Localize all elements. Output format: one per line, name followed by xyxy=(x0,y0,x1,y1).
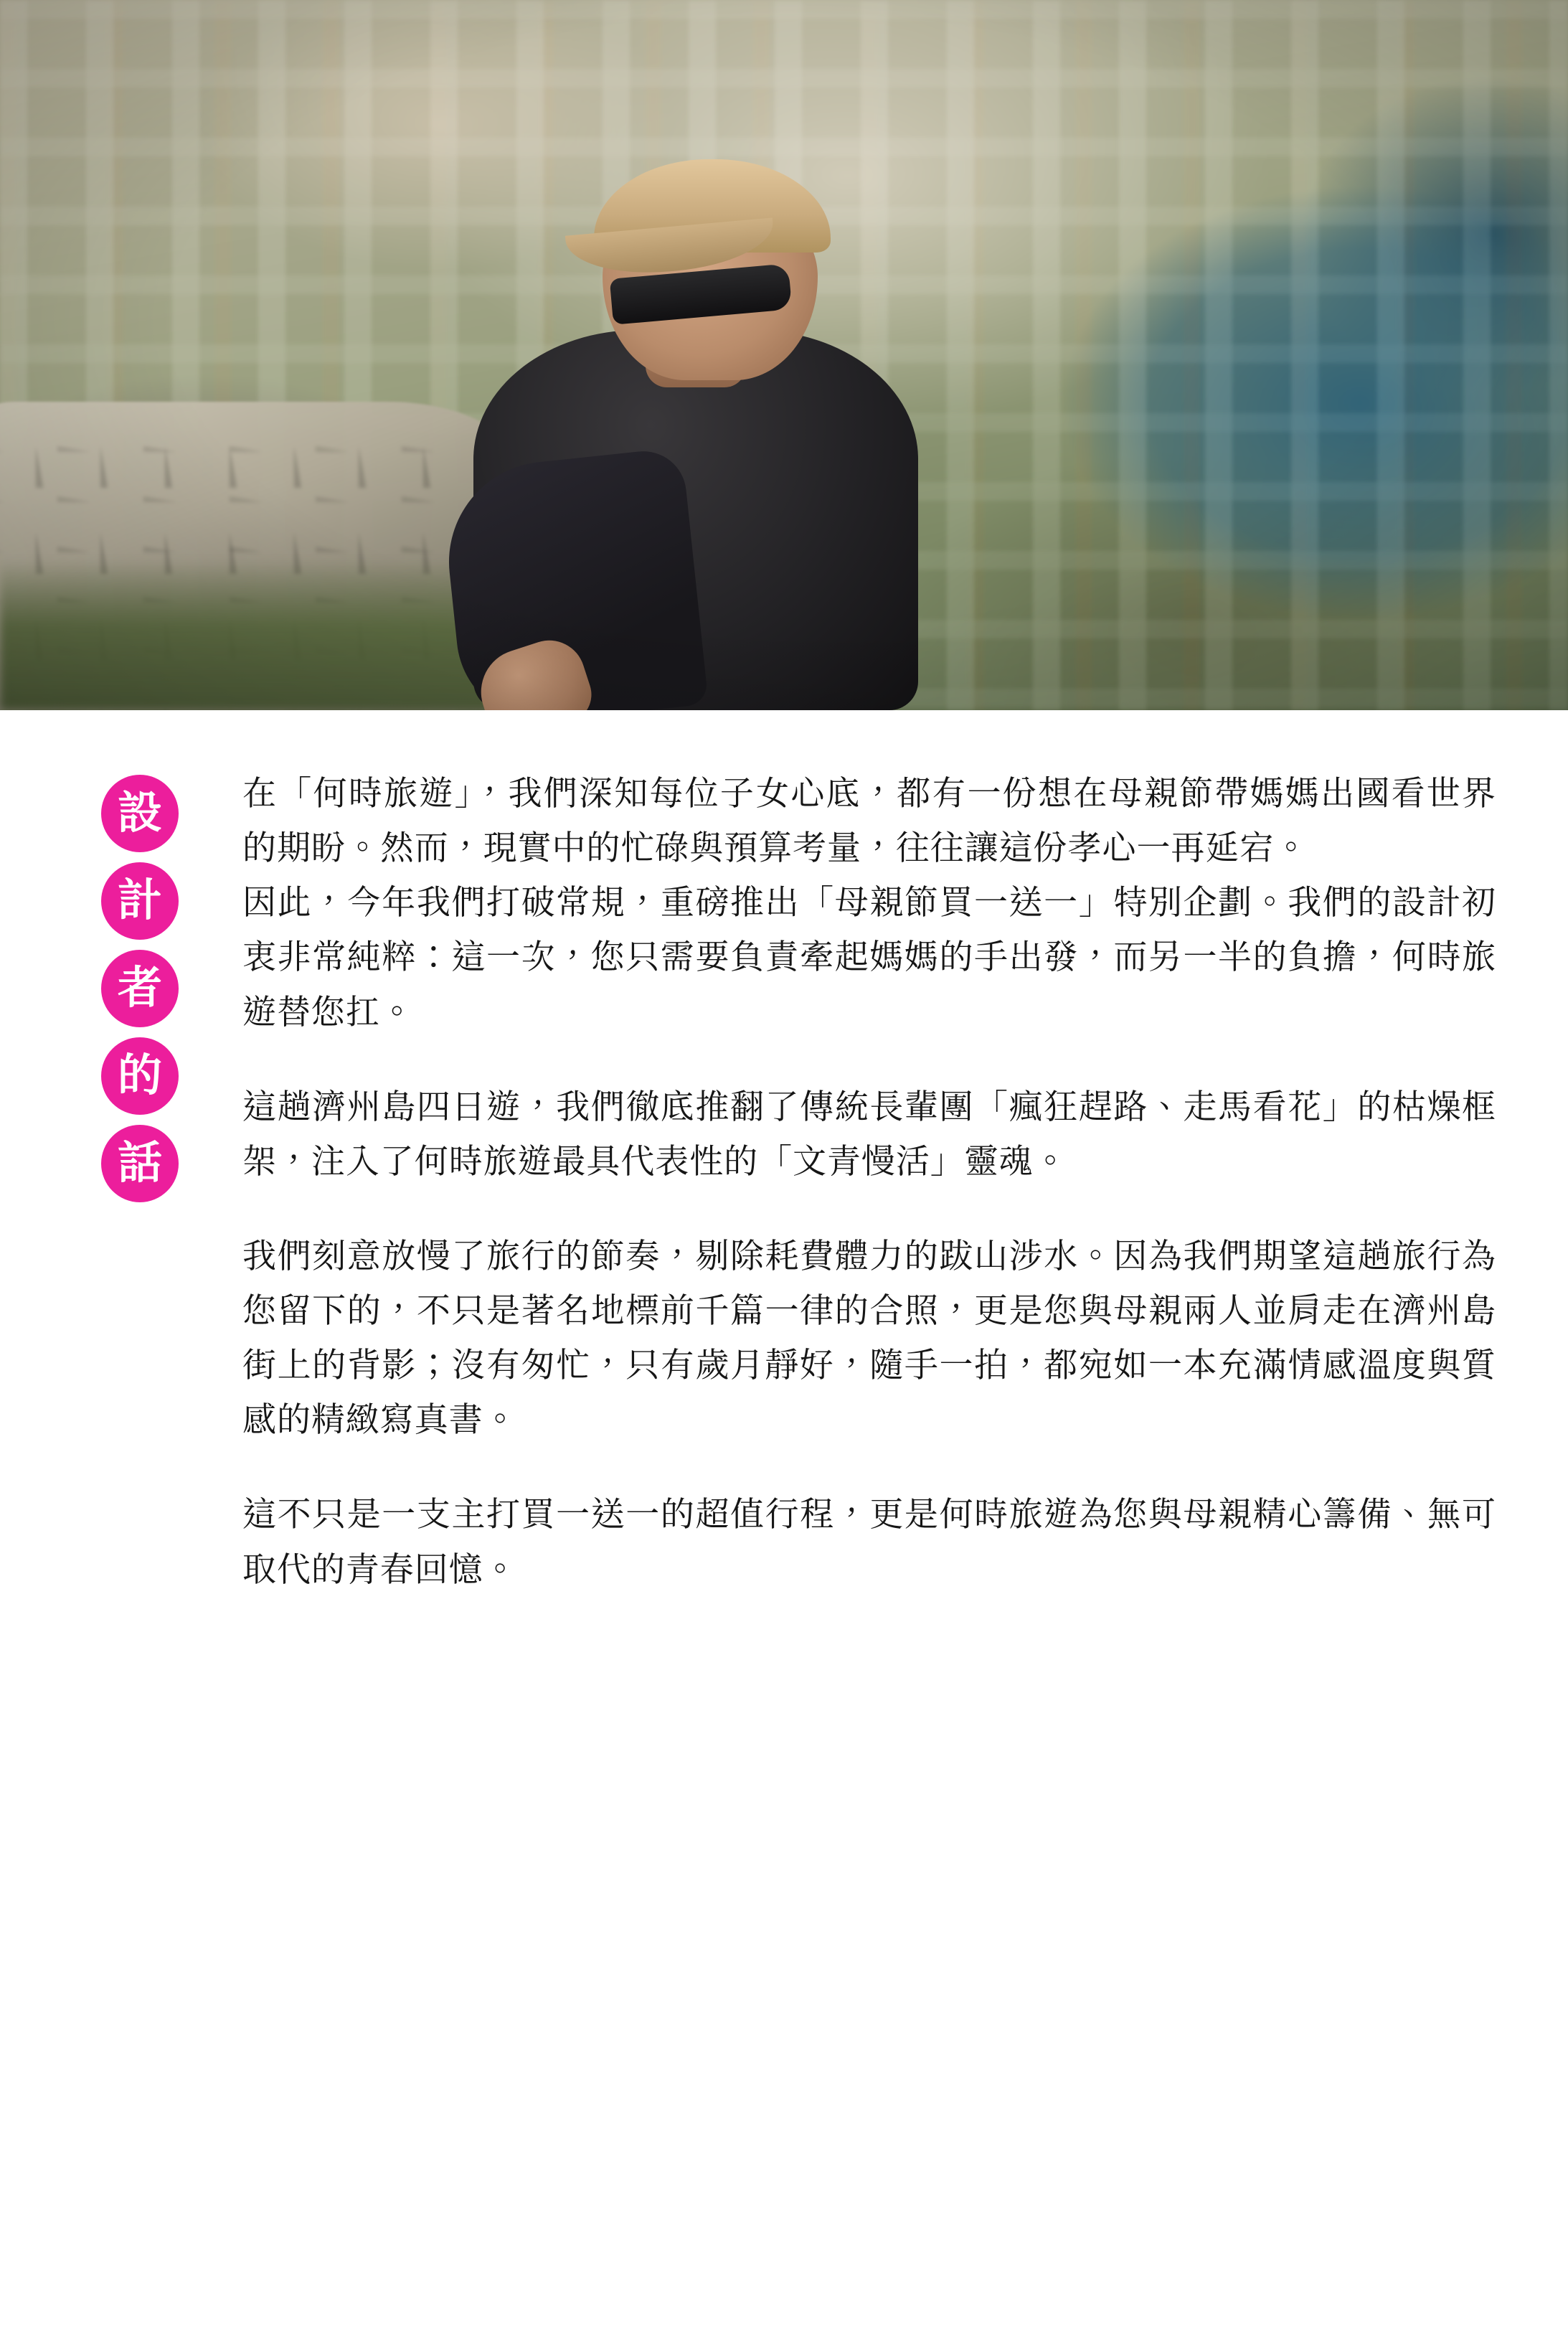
designer-note-badge-column xyxy=(50,766,230,1202)
article-paragraph: 因此，今年我們打破常規，重磅推出「母親節買一送一」特別企劃。我們的設計初衷非常純粹：這一次，您只需要負責牽起媽媽的手出發，而另一半的負擔，何時旅遊替您扛。 xyxy=(242,883,1496,1031)
article-section xyxy=(0,710,1568,1683)
hero-image xyxy=(0,0,1568,710)
badge-char-1: 設 xyxy=(101,775,179,852)
badge-char-4: 的 xyxy=(101,1037,179,1115)
designer-note-badge xyxy=(101,775,179,1202)
article-paragraph: 這不只是一支主打買一送一的超值行程，更是何時旅遊為您與母親精心籌備、無可取代的青春回憶。 xyxy=(242,1495,1496,1588)
article-paragraph: 在「何時旅遊」，我們深知每位子女心底，都有一份想在母親節帶媽媽出國看世界的期盼。然而，現實中的忙碌與預算考量，往往讓這份孝心一再延宕。 xyxy=(242,774,1496,867)
article-paragraph: 我們刻意放慢了旅行的節奏，剔除耗費體力的跋山涉水。因為我們期望這趟旅行為您留下的，不只是著名地標前千篇一律的合照，更是您與母親兩人並肩走在濟州島街上的背影；沒有匆忙，只有歲月靜好，隨手一拍，都宛如一本充滿情感溫度與質感的精緻寫真書。 xyxy=(242,1236,1496,1439)
badge-char-3: 者 xyxy=(101,950,179,1027)
badge-char-2: 計 xyxy=(101,862,179,940)
badge-char-5: 話 xyxy=(101,1125,179,1202)
article-paragraph: 這趟濟州島四日遊，我們徹底推翻了傳統長輩團「瘋狂趕路、走馬看花」的枯燥框架，注入了何時旅遊最具代表性的「文青慢活」靈魂。 xyxy=(242,1087,1496,1180)
photo-vignette xyxy=(0,0,1568,710)
article-body xyxy=(230,766,1518,1597)
